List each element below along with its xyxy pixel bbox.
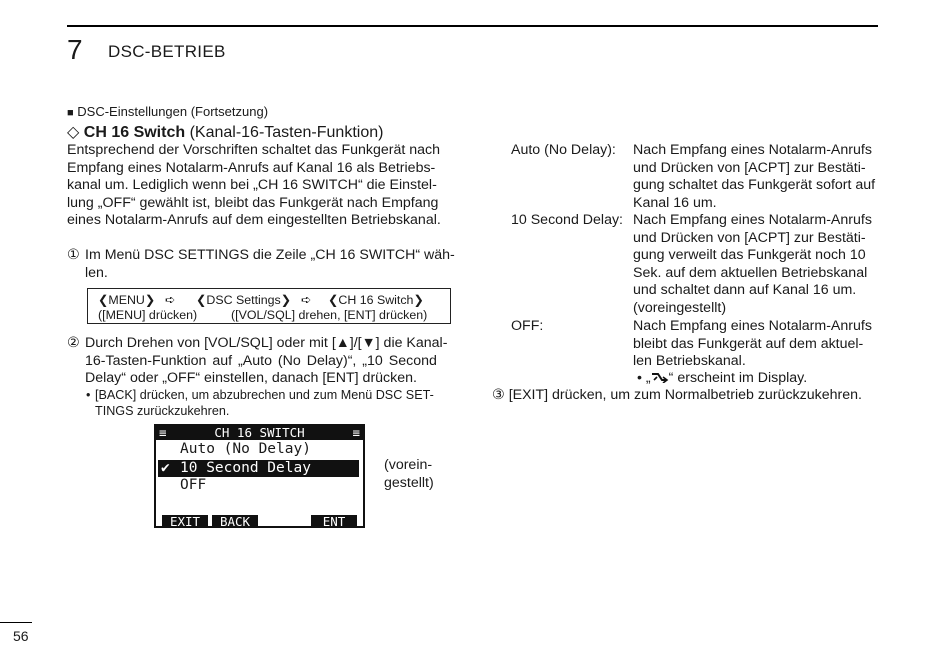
step-2-line: 16-Tasten-Funktion auf „Auto (No Delay)“, „10 Second [85, 352, 437, 369]
step-1-marker: ① [67, 247, 80, 263]
definition-line: und Drücken von [ACPT] zur Bestäti- [633, 229, 866, 246]
menu-lines-icon: ≡ [159, 425, 167, 440]
intro-line: lung „OFF“ gewählt ist, bleibt das Funkgerät nach Empfang [67, 194, 439, 211]
section-heading-text: DSC-Einstellungen (Fortsetzung) [77, 104, 269, 119]
step-2-note-line: TINGS zurückzukehren. [95, 404, 230, 418]
definition-line: Kanal 16 um. [633, 194, 717, 211]
intro-paragraph [67, 142, 453, 230]
subsection-title-bold: CH 16 Switch [83, 124, 186, 141]
step-2-note [86, 387, 454, 419]
subsection-title [67, 122, 383, 142]
ent-softkey: ENT [311, 515, 357, 528]
lcd-option-10-second: 10 Second Delay [180, 460, 311, 476]
definition-line: Nach Empfang eines Notalarm-Anrufs [633, 212, 872, 228]
top-rule [67, 25, 878, 27]
definition-line: gung verweilt das Funkgerät noch 10 [633, 247, 866, 264]
diamond-outline-icon: ◇ [67, 124, 80, 141]
subsection-title-rest: (Kanal-16-Tasten-Funktion) [189, 124, 384, 141]
check-icon: ✔ [161, 460, 170, 476]
step-1-line: len. [85, 264, 108, 281]
definition-label-10-second: 10 Second Delay: [511, 212, 623, 228]
chapter-title: DSC-BETRIEB [108, 42, 226, 61]
step-1-line: Im Menü DSC SETTINGS die Zeile „CH 16 SWITCH“ wäh- [85, 247, 455, 263]
intro-line: eines Notalarm-Anrufs auf dem eingestellten Betriebskanal. [67, 212, 441, 229]
intro-line: Empfang eines Notalarm-Anrufs auf Kanal 16 als Betriebs- [67, 159, 436, 176]
back-softkey: BACK [212, 515, 258, 528]
lcd-option-auto: Auto (No Delay) [180, 441, 311, 457]
definition-text-10-second [633, 212, 878, 318]
step-2 [67, 335, 453, 388]
menu-hint-volsql: ([VOL/SQL] drehen, [ENT] drücken) [231, 308, 428, 322]
default-note-line: gestellt) [384, 474, 434, 491]
step-3-text: [EXIT] drücken, um zum Normalbetrieb zurückzukehren. [508, 387, 862, 403]
lcd-screen [154, 424, 365, 528]
menu-lines-icon: ≡ [352, 425, 360, 440]
ch16-switch-icon [651, 371, 669, 383]
quote-close: “ erscheint im Display. [668, 370, 808, 386]
intro-line: kanal um. Lediglich wenn bei „CH 16 SWITCH“ die Einstel- [67, 177, 437, 194]
bullet: • [86, 388, 91, 402]
menu-path-box [87, 288, 451, 324]
step-1 [67, 247, 453, 282]
step-3 [492, 387, 862, 405]
step-2-marker: ② [67, 335, 80, 351]
chapter-number: 7 [67, 34, 83, 65]
page-number: 56 [13, 628, 29, 644]
definition-line: gung schaltet das Funkgerät sofort auf [633, 177, 876, 194]
default-note-line: (vorein- [384, 457, 433, 473]
default-note [384, 457, 434, 492]
section-heading [67, 104, 268, 121]
step-2-line: Durch Drehen von [VOL/SQL] oder mit [▲]/[▼] die Kanal- [85, 335, 448, 351]
definition-line: und schaltet dann auf Kanal 16 um. [633, 282, 857, 299]
definition-text-off [633, 318, 878, 371]
menu-item-ch16-switch: ❮CH 16 Switch❯ [328, 293, 424, 307]
square-bullet-icon: ■ [67, 107, 74, 119]
definition-line: bleibt das Funkgerät auf dem aktuel- [633, 335, 864, 352]
bullet: • [637, 370, 642, 386]
lcd-title: CH 16 SWITCH [214, 425, 305, 440]
arrow-right-icon: ➪ [165, 293, 176, 307]
menu-item-dsc-settings: ❮DSC Settings❯ [196, 293, 292, 307]
step-2-note-line: [BACK] drücken, um abzubrechen und zum Menü DSC SET- [95, 388, 434, 402]
arrow-right-icon: ➪ [301, 293, 312, 307]
lcd-option-off: OFF [180, 477, 207, 493]
display-note [637, 370, 807, 388]
definition-line: Nach Empfang eines Notalarm-Anrufs [633, 142, 872, 158]
step-2-line: Delay“ oder „OFF“ einstellen, danach [ENT] drücken. [85, 370, 417, 387]
exit-softkey: EXIT [162, 515, 208, 528]
definition-text-auto [633, 142, 878, 212]
definition-line: Nach Empfang eines Notalarm-Anrufs [633, 318, 872, 334]
definition-label-auto: Auto (No Delay): [511, 142, 616, 158]
page-number-rule [0, 622, 32, 623]
definition-line: und Drücken von [ACPT] zur Bestäti- [633, 159, 866, 176]
quote-open: „ [645, 370, 651, 386]
lcd-title-bar [156, 426, 363, 440]
definition-line: (voreingestellt) [633, 299, 727, 316]
menu-hint-menu: ([MENU] drücken) [98, 308, 198, 322]
step-3-marker: ③ [492, 387, 505, 403]
definition-label-off: OFF: [511, 318, 544, 334]
definition-line: len Betriebskanal. [633, 353, 746, 370]
menu-key: ❮MENU❯ [98, 293, 156, 307]
intro-line: Entsprechend der Vorschriften schaltet das Funkgerät nach [67, 142, 441, 158]
definition-line: Sek. auf dem aktuellen Betriebskanal [633, 264, 868, 281]
